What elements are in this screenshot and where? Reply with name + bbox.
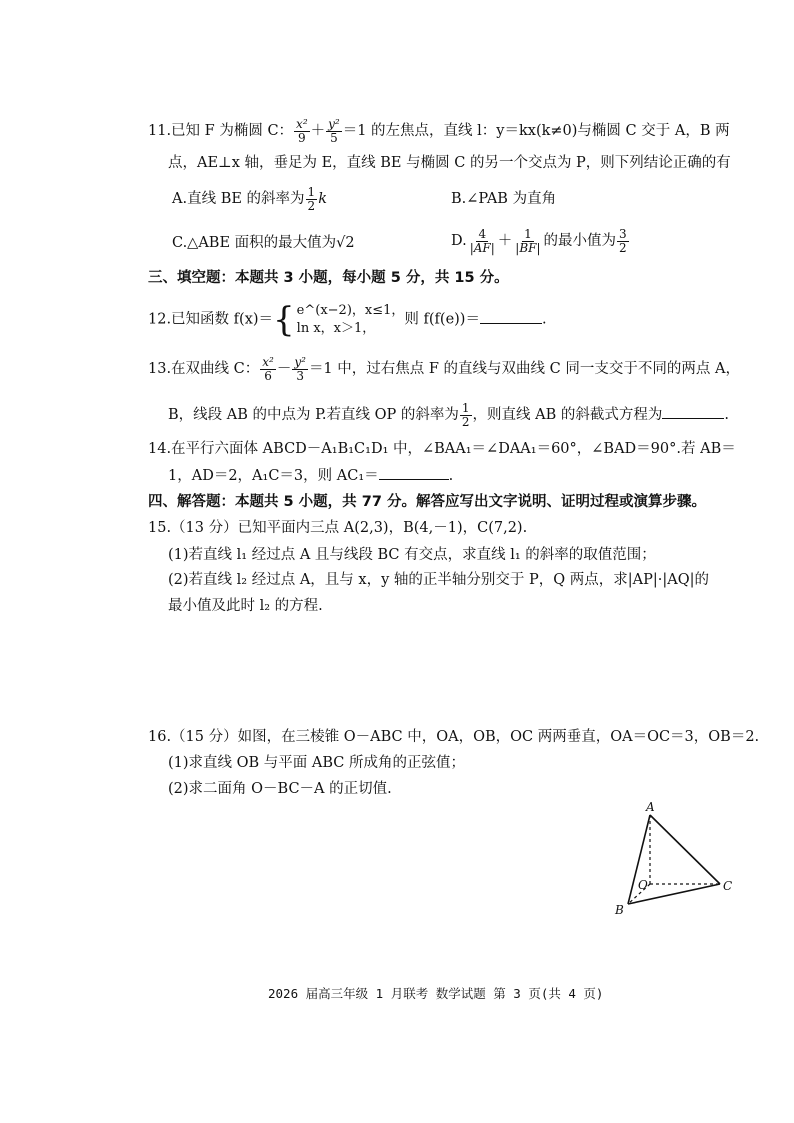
half-fraction <box>306 186 318 212</box>
hyperbola-term-x <box>260 356 276 382</box>
frac-num: 1 <box>524 227 532 241</box>
q13-text: ＝1 中，过右焦点 F 的直线与双曲线 C 同一支交于不同的两点 A， <box>308 361 740 378</box>
piecewise-function <box>273 299 405 340</box>
q11-line1 <box>148 118 730 144</box>
label-b: B <box>615 903 624 917</box>
q13-text: B，线段 AB 的中点为 P.若直线 OP 的斜率为 <box>168 407 459 424</box>
q13-text: . <box>724 407 730 424</box>
q15-line1: 15.（13 分）已知平面内三点 A(2,3)，B(4,－1)，C(7,2). <box>148 520 528 536</box>
q14-text: . <box>448 468 454 484</box>
plus-sign: ＋ <box>497 233 513 250</box>
edge-ac <box>650 815 720 884</box>
frac-den: 2 <box>461 414 470 429</box>
case-1: e^(x−2)，x≤1， <box>296 303 405 318</box>
option-text: k <box>318 191 327 208</box>
frac-den: 6 <box>264 368 272 383</box>
hyperbola-term-y <box>292 356 308 382</box>
page-footer: 2026 届高三年级 1 月联考 数学试题 第 3 页(共 4 页) <box>268 986 604 1001</box>
section-3-heading: 三、填空题：本题共 3 小题，每小题 5 分，共 15 分。 <box>148 270 509 286</box>
frac-num: x² <box>262 355 274 369</box>
q13-line2 <box>168 402 729 428</box>
q16-part1: (1)求直线 OB 与平面 ABC 所成角的正弦值； <box>168 755 466 771</box>
q13-text: 13.在双曲线 C： <box>148 361 260 378</box>
q15-part2b: 最小值及此时 l₂ 的方程. <box>168 598 323 614</box>
q15-part2a: (2)若直线 l₂ 经过点 A，且与 x，y 轴的正半轴分别交于 P，Q 两点，求|AP|·|AQ|的 <box>168 572 709 588</box>
q12-text: 则 f(f(e))＝ <box>404 311 480 328</box>
option-text: D. <box>451 233 467 250</box>
three-halves <box>617 228 629 254</box>
q11-text: 11.已知 F 为椭圆 C： <box>148 123 294 140</box>
frac-num: 3 <box>619 227 627 241</box>
frac-den: 9 <box>298 130 306 145</box>
frac-num: y² <box>294 355 306 369</box>
tetrahedron-figure <box>606 800 740 920</box>
fraction-af <box>468 228 497 254</box>
frac-den: |BF| <box>515 240 541 255</box>
brace-icon: { <box>273 299 295 340</box>
q13-text: ，则直线 AB 的斜截式方程为 <box>472 407 663 424</box>
q11-line2: 点，AE⊥x 轴，垂足为 E，直线 BE 与椭圆 C 的另一个交点为 P，则下列结论正确的有 <box>168 155 731 171</box>
q11-option-a <box>172 186 327 212</box>
q16-part2: (2)求二面角 O－BC－A 的正切值. <box>168 781 392 797</box>
frac-num: 4 <box>478 227 487 241</box>
ellipse-term-y <box>326 118 342 144</box>
frac-den: 3 <box>296 368 304 383</box>
answer-blank <box>662 417 724 419</box>
q12-text: 12.已知函数 f(x)＝ <box>148 311 274 328</box>
label-c: C <box>723 879 733 893</box>
option-text: A.直线 BE 的斜率为 <box>172 191 305 208</box>
option-text: 的最小值为 <box>543 233 617 250</box>
ellipse-term-x <box>294 118 310 144</box>
q11-option-c: C.△ABE 面积的最大值为√2 <box>172 235 355 251</box>
section-4-heading: 四、解答题：本题共 5 小题，共 77 分。解答应写出文字说明、证明过程或演算步骤。 <box>148 494 706 510</box>
q12-text: . <box>541 311 547 328</box>
q11-text: ＝1 的左焦点，直线 l：y＝kx(k≠0)与椭圆 C 交于 A，B 两 <box>342 123 730 140</box>
plus-sign: ＋ <box>310 123 326 140</box>
cases <box>297 302 405 337</box>
q12-line <box>148 299 547 340</box>
frac-den: |AF| <box>469 240 495 255</box>
fraction-bf <box>513 228 542 254</box>
q13-line1 <box>148 356 740 382</box>
q16-line1: 16.（15 分）如图，在三棱锥 O－ABC 中，OA，OB，OC 两两垂直，OA＝OC＝3，OB＝2. <box>148 729 760 745</box>
frac-num: y² <box>328 117 340 131</box>
answer-blank <box>379 478 449 480</box>
frac-num: x² <box>296 117 308 131</box>
frac-den: 2 <box>619 240 627 255</box>
q14-line1: 14.在平行六面体 ABCD－A₁B₁C₁D₁ 中，∠BAA₁＝∠DAA₁＝60°，∠BAD＝90°.若 AB＝ <box>148 441 736 457</box>
frac-num: 1 <box>307 185 316 199</box>
q11-option-b: B.∠PAB 为直角 <box>451 191 557 207</box>
q11-option-d <box>451 228 630 254</box>
frac-den: 5 <box>330 130 338 145</box>
label-a: A <box>646 800 655 814</box>
q14-line2 <box>168 469 453 484</box>
frac-den: 2 <box>307 198 316 213</box>
slope-half <box>460 402 472 428</box>
q15-part1: (1)若直线 l₁ 经过点 A 且与线段 BC 有交点，求直线 l₁ 的斜率的取值范围； <box>168 547 656 563</box>
case-2: ln x，x＞1， <box>296 320 376 336</box>
label-o: O <box>638 878 648 892</box>
minus-sign: － <box>276 361 292 378</box>
answer-blank <box>480 322 542 324</box>
q14-text: 1，AD＝2，A₁C＝3，则 AC₁＝ <box>168 468 379 484</box>
frac-num: 1 <box>461 401 470 415</box>
